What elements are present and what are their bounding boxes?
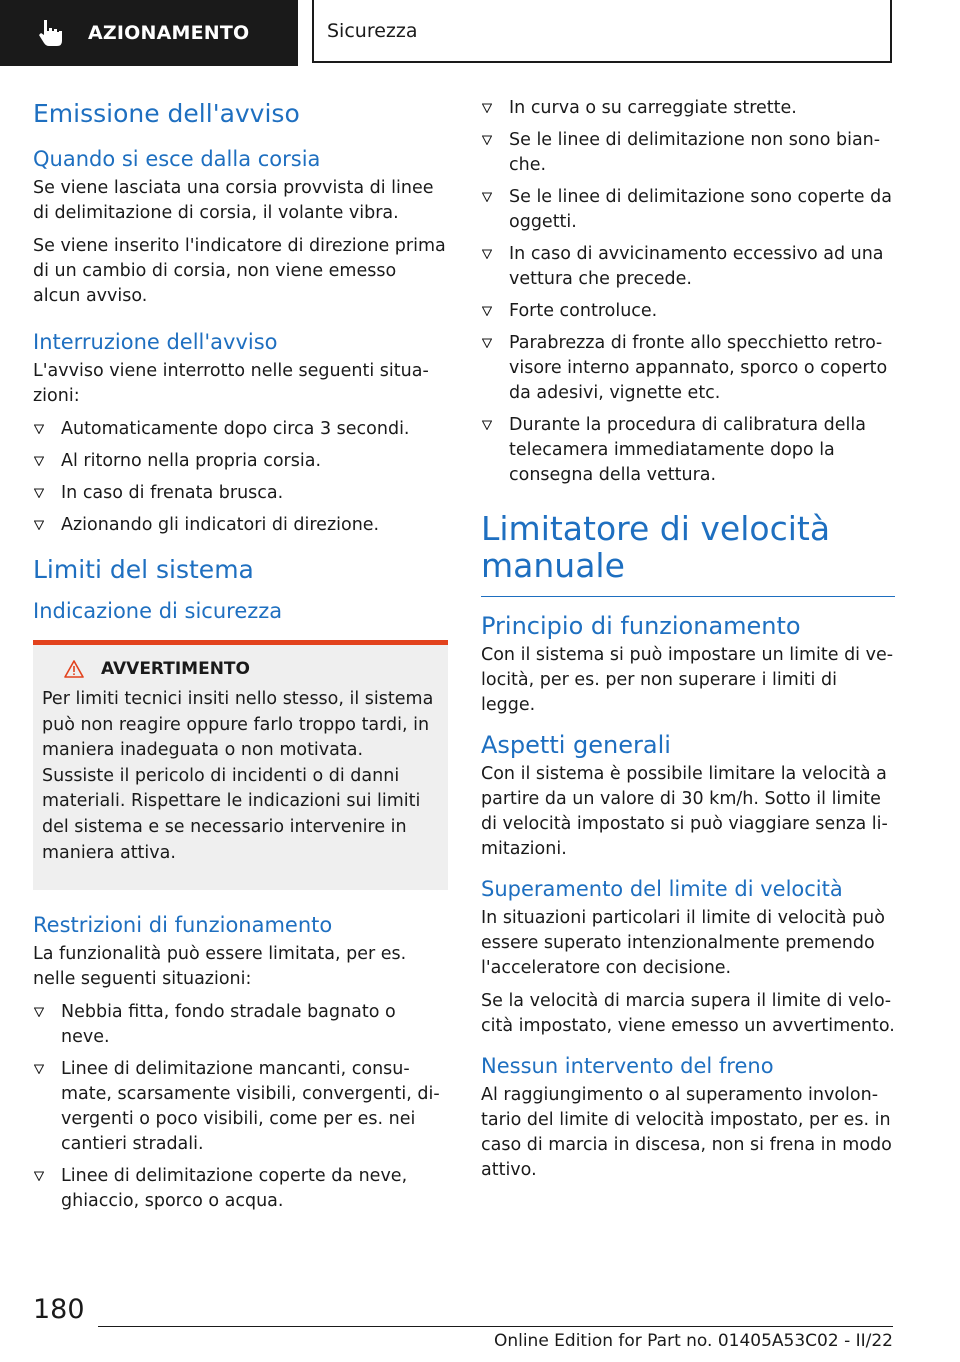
warning-text: Per limiti tecnici insiti nello stesso, il sistema può non reagire oppure farlo troppo tardi, in maniera inadeguata o non motivata. Sussiste il pericolo di incidenti o di danni materiali. Rispettare le indicazioni sui limiti del sistema e se necessario intervenire in maniera attiva. (42, 689, 434, 863)
list-item: Azionando gli indicatori di direzione. (33, 513, 448, 538)
triangle-bullet-icon (482, 420, 492, 430)
warning-title: AVVERTIMENTO (101, 659, 250, 679)
paragraph: Se la velocità di marcia supera il limite di velocità impostato, viene emesso un avvertimento. (481, 991, 895, 1036)
triangle-bullet-icon (34, 424, 44, 434)
warning-triangle-icon (64, 660, 84, 678)
triangle-bullet-icon (34, 520, 44, 530)
heading-restrizioni: Restrizioni di funzionamento (33, 913, 333, 938)
footer-divider (98, 1326, 893, 1327)
paragraph: La funzionalità può essere limitata, per es. nelle seguenti situazioni: (33, 944, 407, 990)
list-item: In caso di avvicinamento eccessivo ad una vettura che precede. (481, 242, 895, 292)
paragraph: Se viene lasciata una corsia provvista di linee di delimitazione di corsia, il volante vibra. (33, 178, 434, 223)
hand-pointer-icon (38, 18, 64, 48)
triangle-bullet-icon (482, 192, 492, 202)
list-item: In curva o su carreggiate strette. (481, 96, 895, 121)
list-item: Parabrezza di fronte allo specchietto retrovisore interno appannato, sporco o coperto da adesivi, vignette etc. (481, 331, 895, 406)
list-item: Linee di delimitazione mancanti, consumate, scarsamente visibili, convergenti, divergenti o poco visibili, come per es. nei cantieri stradali. (33, 1057, 448, 1157)
list-item: Se le linee di delimitazione non sono bianche. (481, 128, 895, 178)
triangle-bullet-icon (34, 1064, 44, 1074)
triangle-bullet-icon (482, 338, 492, 348)
list-item: In caso di frenata brusca. (33, 481, 448, 506)
list-item: Durante la procedura di calibratura della telecamera immediatamente dopo la consegna della vettura. (481, 413, 895, 488)
heading-interruzione: Interruzione dell'avviso (33, 330, 278, 354)
list-item: Forte controluce. (481, 299, 895, 324)
chapter-tab (0, 0, 298, 66)
warning-box (33, 640, 448, 890)
paragraph: Al raggiungimento o al superamento involontario del limite di velocità impostato, per es. in caso di marcia in discesa, non si frena in modo attivo. (481, 1085, 892, 1180)
heading-quando: Quando si esce dalla corsia (33, 147, 321, 171)
triangle-bullet-icon (34, 1007, 44, 1017)
triangle-bullet-icon (482, 249, 492, 259)
paragraph: L'avviso viene interrotto nelle seguenti situazioni: (33, 361, 429, 406)
heading-superamento: Superamento del limite di velocità (481, 877, 843, 901)
section-title: Sicurezza (312, 0, 892, 63)
edition-text: Online Edition for Part no. 01405A53C02 - II/22 (493, 1331, 893, 1351)
list-item: Automaticamente dopo circa 3 secondi. (33, 417, 448, 442)
page-number: 180 (33, 1294, 85, 1325)
triangle-bullet-icon (482, 135, 492, 145)
list-item: Se le linee di delimitazione sono coperte da oggetti. (481, 185, 895, 235)
heading-limitatore: Limitatore di velocità manuale (481, 510, 895, 597)
left-column (33, 96, 448, 1221)
heading-aspetti: Aspetti generali (481, 731, 671, 759)
triangle-bullet-icon (34, 488, 44, 498)
heading-principio: Principio di funzionamento (481, 612, 801, 640)
heading-sicurezza: Indicazione di sicurezza (33, 599, 283, 623)
heading-emissione: Emissione dell'avviso (33, 99, 300, 128)
list-item: Nebbia fitta, fondo stradale bagnato o neve. (33, 1000, 448, 1050)
paragraph: Con il sistema è possibile limitare la velocità a partire da un valore di 30 km/h. Sotto il limite di velocità impostato si può viaggiare senza limitazioni. (481, 764, 888, 859)
list-item: Linee di delimitazione coperte da neve, ghiaccio, sporco o acqua. (33, 1164, 448, 1214)
interruzione-list (33, 417, 448, 538)
paragraph: In situazioni particolari il limite di velocità può essere superato intenzionalmente premendo l'acceleratore con decisione. (481, 908, 885, 978)
restrizioni-list-continued (481, 96, 895, 488)
chapter-title: AZIONAMENTO (88, 22, 250, 44)
heading-limiti: Limiti del sistema (33, 555, 254, 584)
triangle-bullet-icon (482, 103, 492, 113)
triangle-bullet-icon (34, 456, 44, 466)
right-column (481, 96, 895, 1191)
warning-header (64, 659, 439, 679)
restrizioni-list (33, 1000, 448, 1214)
paragraph: Con il sistema si può impostare un limite di velocità, per es. per non superare i limiti di legge. (481, 645, 894, 715)
paragraph: Se viene inserito l'indicatore di direzione prima di un cambio di corsia, non viene emesso alcun avviso. (33, 236, 446, 306)
list-item: Al ritorno nella propria corsia. (33, 449, 448, 474)
triangle-bullet-icon (482, 306, 492, 316)
triangle-bullet-icon (34, 1171, 44, 1181)
heading-freno: Nessun intervento del freno (481, 1054, 774, 1078)
